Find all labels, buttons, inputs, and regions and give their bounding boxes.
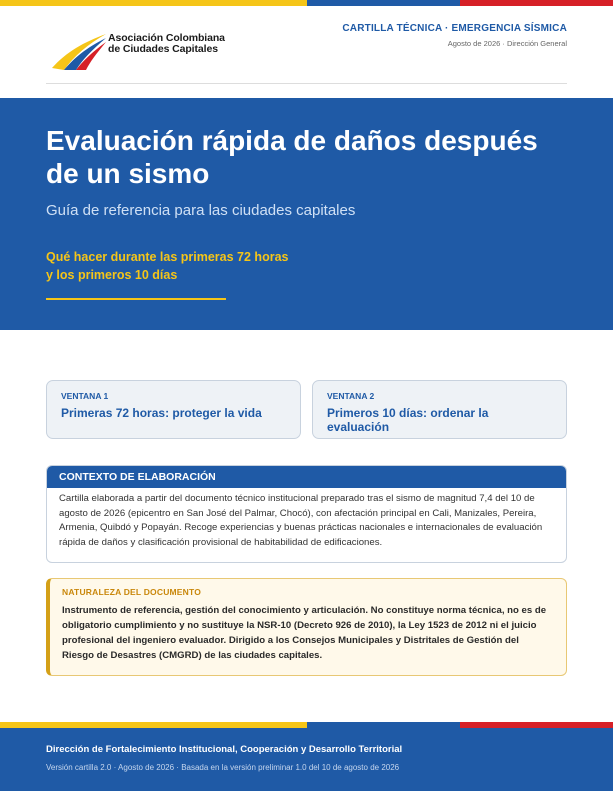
context-body: Cartilla elaborada a partir del documento técnico institucional preparado tras el sismo de magnitud 7,4 del 10 de agosto de 2026 (epicentro en San José del Palmar, Chocó), con afectación principal en Cali, Manizales, Pereira, Armenia, Quibdó y Popayán. Recoge experiencias y buenas prácticas nacionales e internacionales de evaluación rápida de daños y clasificación provisional de habitabilidad de edificaciones. (59, 493, 543, 548)
nature-heading: NATURALEZA DEL DOCUMENTO (62, 587, 202, 597)
window-card-1 (46, 380, 301, 439)
footer-directorate: Dirección de Fortalecimiento Institucional, Cooperación y Desarrollo Territorial (46, 744, 403, 755)
nature-body: Instrumento de referencia, gestión del conocimiento y articulación. No constituye norma técnica, no es de obligatorio cumplimiento y no sustituye la NSR-10 (Decreto 926 de 2010), la Ley 1523 de 2012 ni el juicio profesional del ingeniero evaluador. Dirigido a los Consejos Municipales y Distritales de Gestión del Riesgo de Desastres (CMGRD) de las ciudades capitales. (62, 605, 547, 661)
context-heading: CONTEXTO DE ELABORACIÓN (47, 466, 566, 488)
page-subtitle: Guía de referencia para las ciudades capitales (46, 202, 356, 219)
window-card-2 (312, 380, 567, 439)
series-label: CARTILLA TÉCNICA · EMERGENCIA SÍSMICA (342, 23, 567, 34)
focus-line1: Qué hacer durante las primeras 72 horas (46, 250, 289, 264)
header-meta (342, 23, 567, 48)
nature-note (46, 578, 567, 676)
focus-statement (46, 248, 288, 284)
window-title: Primeras 72 horas: proteger la vida (61, 406, 262, 420)
context-box (46, 465, 567, 563)
page-title: Evaluación rápida de daños después de un sismo (46, 125, 538, 189)
window-kicker: VENTANA 1 (61, 391, 109, 401)
logo-swoosh-icon (50, 28, 110, 74)
window-kicker: VENTANA 2 (327, 391, 375, 401)
footer (0, 728, 613, 791)
date-line: Agosto de 2026 · Dirección General (447, 39, 567, 48)
header-divider (46, 83, 567, 84)
logo-text-line2: de Ciudades Capitales (108, 43, 218, 55)
footer-version: Versión cartilla 2.0 · Agosto de 2026 · Basada en la versión preliminar 1.0 del 10 de agosto de 2026 (46, 763, 400, 772)
window-title: Primeros 10 días: ordenar la evaluación (327, 406, 489, 434)
focus-line2: y los primeros 10 días (46, 268, 178, 282)
organization-logo (50, 28, 230, 74)
logo-text-line1: Asociación Colombiana (108, 32, 225, 44)
logo-text (108, 33, 225, 55)
header (0, 6, 613, 98)
hero-banner (0, 98, 613, 330)
hero-accent-rule (46, 298, 226, 300)
